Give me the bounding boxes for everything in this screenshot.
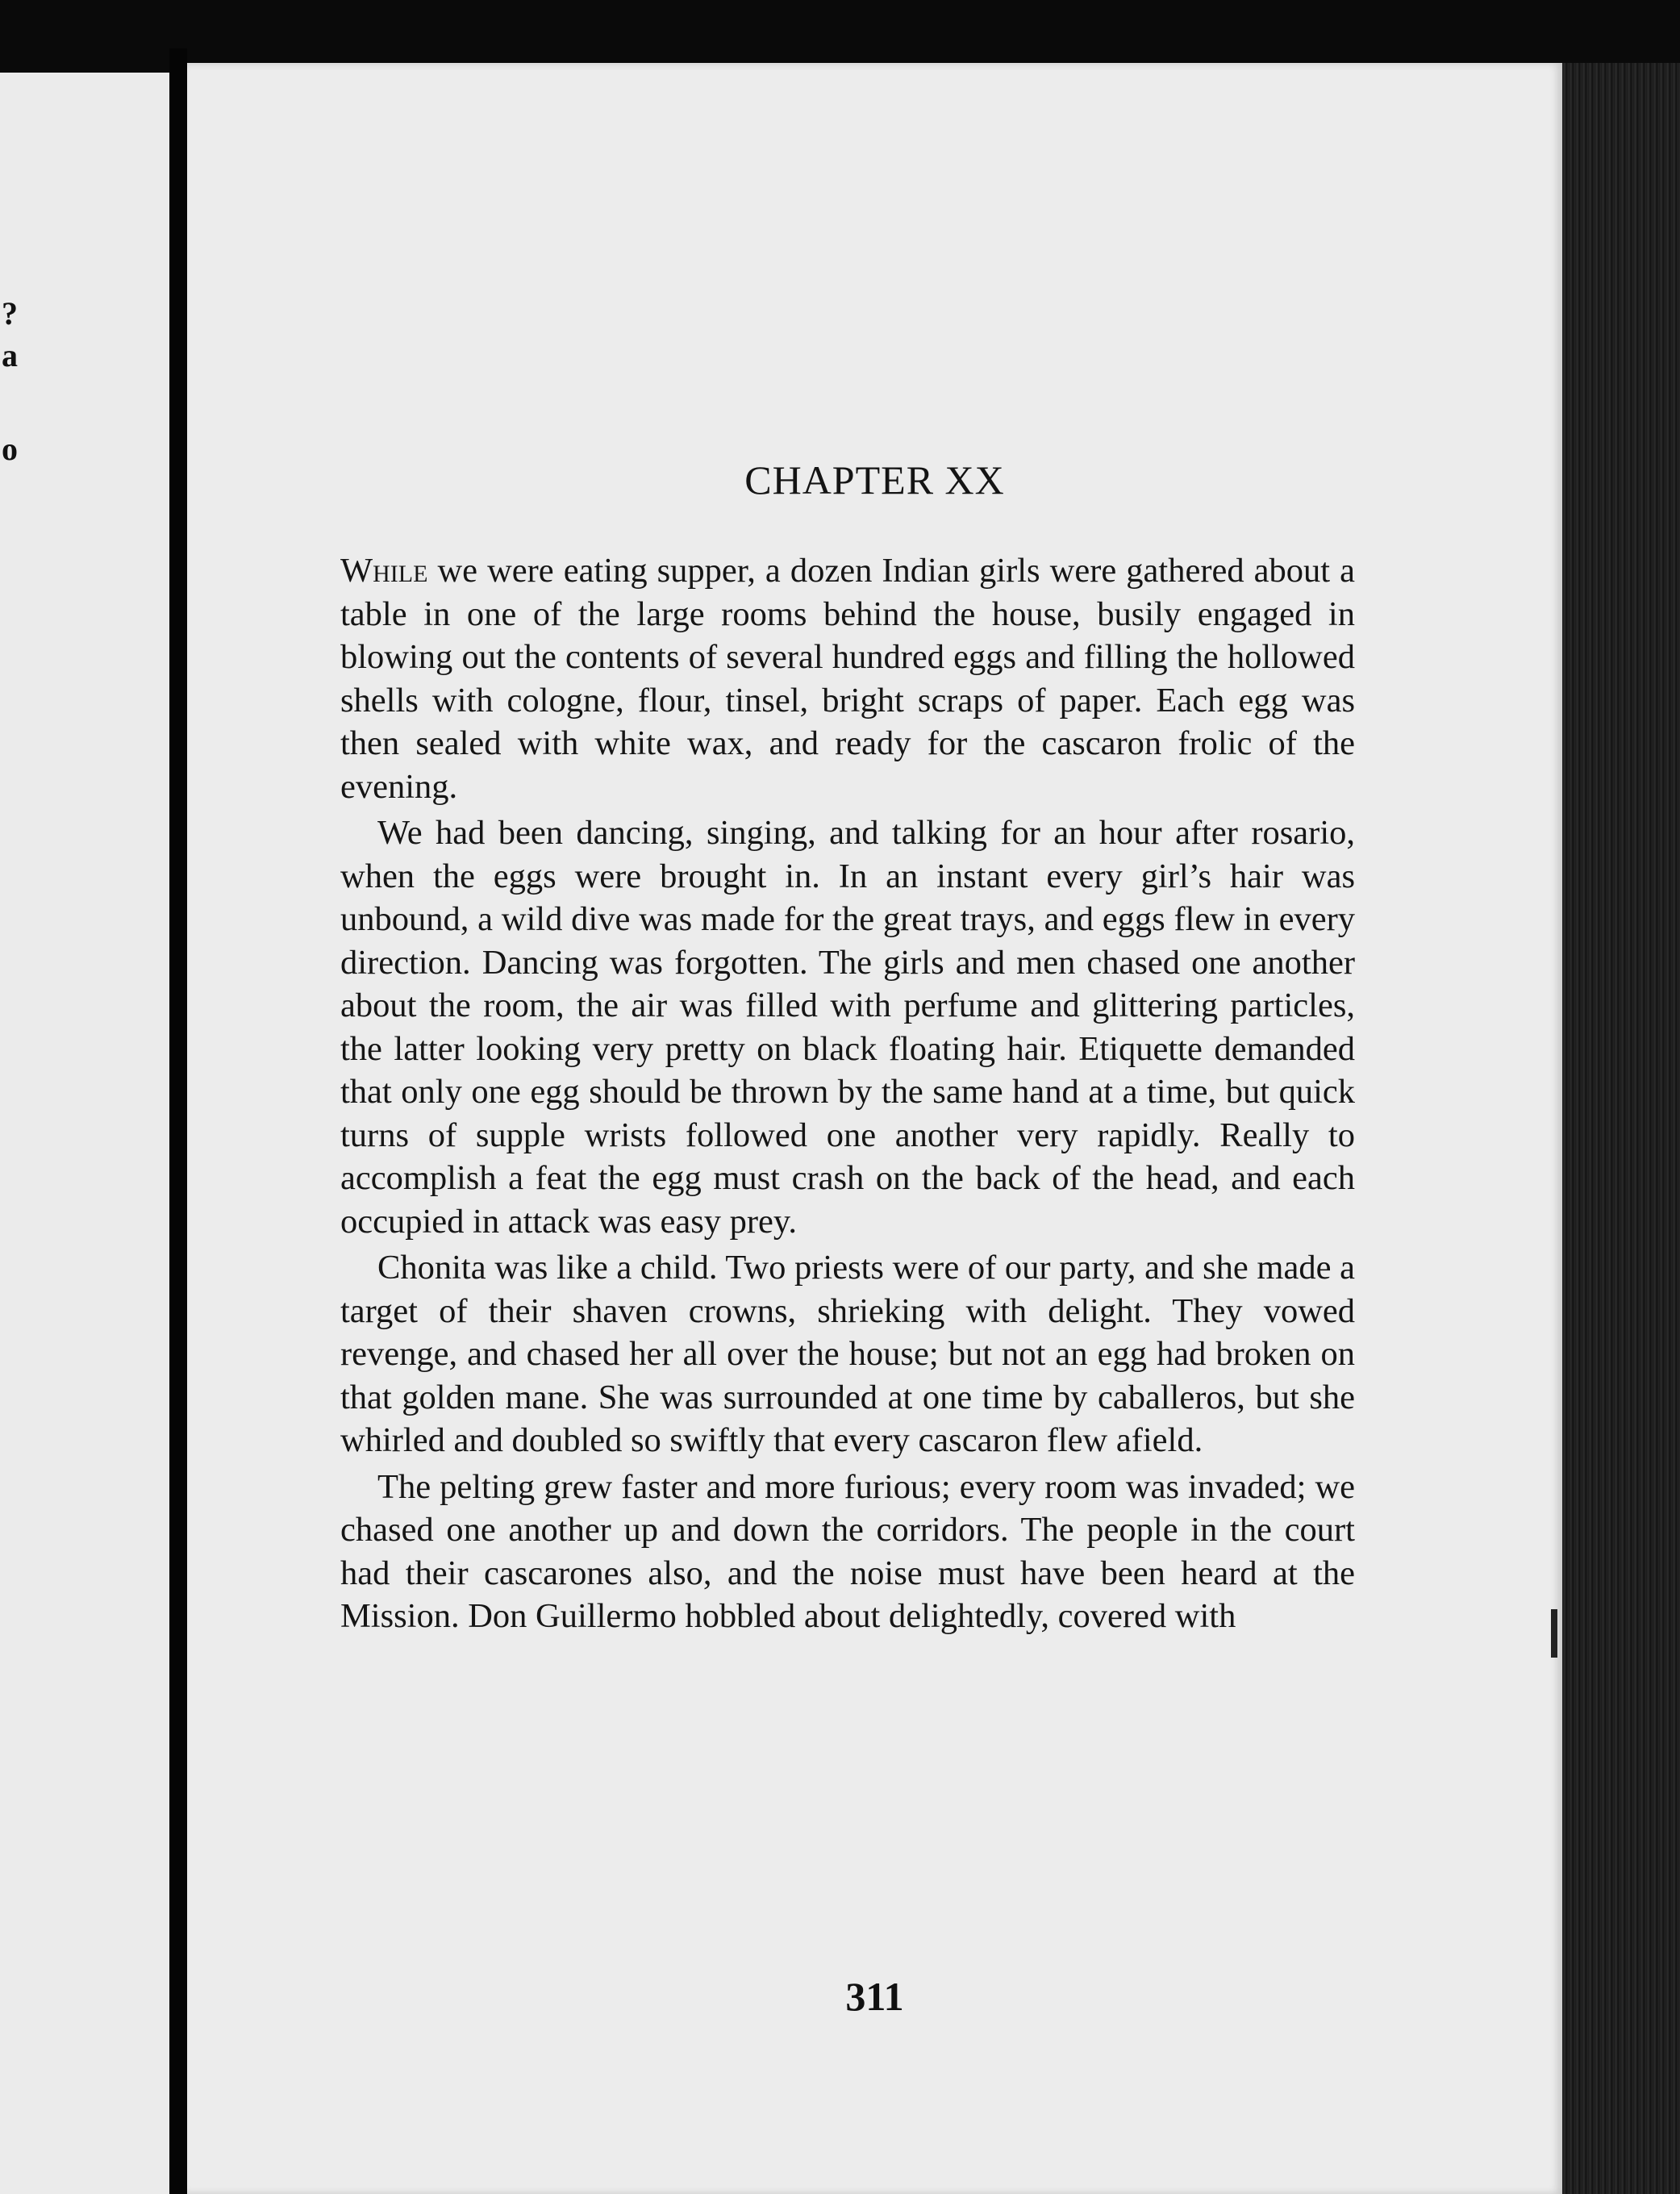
book-gutter bbox=[169, 48, 187, 2194]
left-margin-char: ? bbox=[2, 295, 18, 332]
page-body bbox=[340, 549, 1355, 1638]
left-page-margin-text bbox=[0, 258, 48, 484]
paragraph: We had been dancing, singing, and talking for an hour after rosario, when the eggs were brought in. In an instant every girl’s hair was unbound, a wild dive was made for the great trays, and eggs flew in every direction. Dancing was forgotten. The girls and men chased one another about the room, the air was filled with perfume and glittering particles, the latter looking very pretty on black floating hair. Etiquette demanded that only one egg should be thrown by the same hand at a time, but quick turns of supple wrists followed one another very rapidly. Really to accomplish a feat the egg must crash on the back of the head, and each occupied in attack was easy prey. bbox=[340, 814, 1355, 1241]
book-page bbox=[187, 63, 1562, 2194]
page-number: 311 bbox=[845, 1974, 904, 2019]
left-margin-char: o bbox=[2, 431, 18, 467]
paragraph: The pelting grew faster and more furious; every room was invaded; we chased one another up and down the corridors. The people in the court had their cascarones also, and the noise must have been heard at the Mission. Don Guillermo hobbled about delightedly, covered with bbox=[340, 1467, 1355, 1635]
drop-word: While bbox=[340, 552, 428, 590]
paragraph-text: we were eating supper, a dozen Indian girls were gathered about a table in one of the large rooms behind the house, busily engaged in blowing out the contents of several hundred eggs and filling the hollowed shells with cologne, flour, tinsel, bright scraps of paper. Each egg was then sealed with white wax, and ready for the cascaron frolic of the evening. bbox=[340, 552, 1355, 806]
left-page-fragment bbox=[0, 73, 169, 2194]
left-margin-char: a bbox=[2, 337, 18, 373]
book-page-edges bbox=[1562, 63, 1680, 2194]
page-edge-mark bbox=[1551, 1609, 1557, 1658]
paragraph: Chonita was like a child. Two priests were of our party, and she made a target of their shaven crowns, shrieking with delight. They vowed revenge, and chased her all over the house; but not an egg had broken on that golden mane. She was surrounded at one time by caballeros, but she whirled and doubled so swiftly that every cascaron flew afield. bbox=[340, 1249, 1355, 1459]
paragraph bbox=[340, 549, 1355, 808]
chapter-heading: CHAPTER XX bbox=[744, 457, 1005, 503]
